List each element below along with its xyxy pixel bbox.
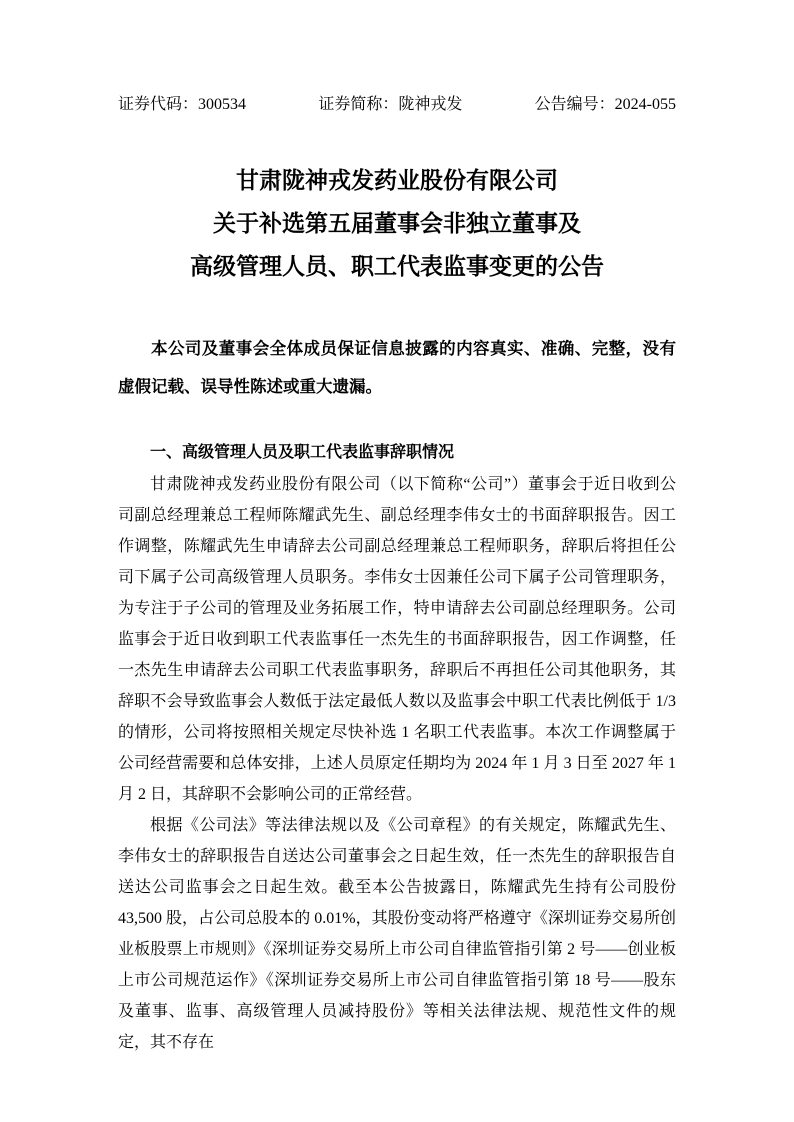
body-paragraph-1: 甘肃陇神戎发药业股份有限公司（以下简称“公司”）董事会于近日收到公司副总经理兼总工程师陈耀武先生、副总经理李伟女士的书面辞职报告。因工作调整，陈耀武先生申请辞去公司副总经理兼总工程师职务，辞职后将担任公司下属子公司高级管理人员职务。李伟女士因兼任公司下属子公司管理职务，为专注于子公司的管理及业务拓展工作，特申请辞去公司副总经理职务。公司监事会于近日收到职工代表监事任一杰先生的书面辞职报告，因工作调整，任一杰先生申请辞去公司职工代表监事职务，辞职后不再担任公司其他职务，其辞职不会导致监事会人数低于法定最低人数以及监事会中职工代表比例低于 1/3 的情形，公司将按照相关规定尽快补选 1 名职工代表监事。本次工作调整属于公司经营需要和总体安排，上述人员原定任期均为 2024 年 1 月 3 日至 2027 年 1 月 2 日，其辞职不会影响公司的正常经营。: [118, 476, 676, 803]
document-title: [118, 159, 676, 288]
securities-info-header: [118, 95, 676, 115]
document-title-line-2: 关于补选第五届董事会非独立董事及: [213, 211, 581, 236]
body-paragraph-2: 根据《公司法》等法律法规以及《公司章程》的有关规定，陈耀武先生、李伟女士的辞职报告自送达公司董事会之日起生效，任一杰先生的辞职报告自送达公司监事会之日起生效。截至本公告披露日，陈耀武先生持有公司股份 43,500 股，占公司总股本的 0.01%，其股份变动将严格遵守《深圳证券交易所创业板股票上市规则》《深圳证券交易所上市公司自律监管指引第 2 号——创业板上市公司规范运作》《深圳证券交易所上市公司自律监管指引第 18 号——股东及董事、监事、高级管理人员减持股份》等相关法律法规、规范性文件的规定，其不存在: [118, 817, 676, 1051]
document-title-line-3: 高级管理人员、职工代表监事变更的公告: [190, 254, 604, 279]
stock-short-name: 证券简称：陇神戎发: [318, 96, 463, 113]
board-declaration-statement: 本公司及董事会全体成员保证信息披露的内容真实、准确、完整，没有虚假记载、误导性陈述或重大遗漏。: [118, 339, 676, 396]
announcement-number: 公告编号：2024-055: [534, 96, 676, 113]
section-resignations: [118, 437, 676, 1058]
document-title-line-1: 甘肃陇神戎发药业股份有限公司: [236, 168, 558, 193]
section-heading: 一、高级管理人员及职工代表监事辞职情况: [150, 444, 455, 461]
stock-code: 证券代码：300534: [118, 96, 247, 113]
